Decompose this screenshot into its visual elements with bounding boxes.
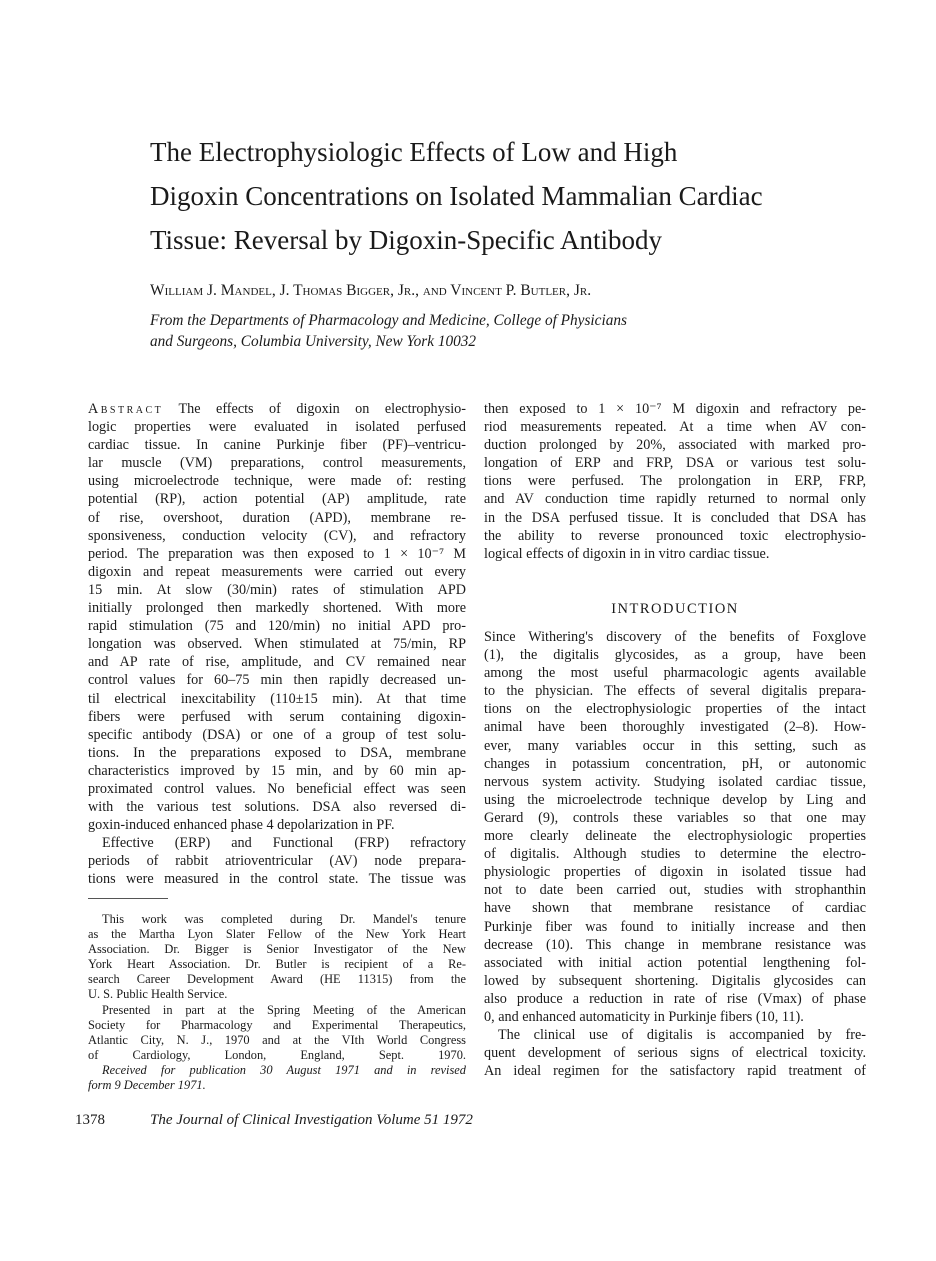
abstract-line: of rise, overshoot, duration (APD), membrane re- xyxy=(88,509,466,526)
abstract-first-line-text: The effects of digoxin on electrophysio- xyxy=(178,401,467,417)
abstract-line: cardiac tissue. In canine Purkinje fiber (PF)–ventricu- xyxy=(88,437,466,454)
abstract-line: initially prolonged then markedly shortened. With more xyxy=(88,600,466,617)
introduction-line: also produce a reduction in rate of rise (Vmax) of phase xyxy=(484,990,866,1007)
author-list: William J. Mandel, J. Thomas Bigger, Jr., and Vincent P. Butler, Jr. xyxy=(150,282,592,299)
footnote-line: This work was completed during Dr. Mandel's tenure xyxy=(102,912,466,926)
abstract-line: til electrical inexcitability (110±15 min). At that time xyxy=(88,690,466,707)
page-number: 1378 xyxy=(75,1112,105,1128)
abstract-line: fibers were perfused with serum containing digoxin- xyxy=(88,708,466,725)
footnote-line: as the Martha Lyon Slater Fellow of the New York Heart xyxy=(88,927,466,942)
received-line: form 9 December 1971. xyxy=(88,1078,206,1093)
abstract-line: in the DSA perfused tissue. It is concluded that DSA has xyxy=(484,509,866,526)
abstract-line: periods of rabbit atrioventricular (AV) node prepara- xyxy=(88,853,466,870)
introduction-line: The clinical use of digitalis is accompanied by fre- xyxy=(498,1027,866,1044)
introduction-line: associated with initial action potential lengthening fol- xyxy=(484,954,866,971)
abstract-continued-text xyxy=(484,400,866,563)
received-note xyxy=(88,1063,466,1093)
introduction-line: to the physician. The effects of several digitalis prepara- xyxy=(484,683,866,700)
abstract-line: the ability to reverse pronounced toxic electrophysio- xyxy=(484,527,866,544)
footnote-divider xyxy=(88,898,168,899)
abstract-line: then exposed to 1 × 10⁻⁷ M digoxin and refractory pe- xyxy=(484,401,866,417)
introduction-line: changes in potassium concentration, pH, or autonomic xyxy=(484,755,866,772)
introduction-line: not to date been carried out, studies with strophanthin xyxy=(484,882,866,899)
abstract-line: longation of ERP and FRP, DSA or various test solu- xyxy=(484,455,866,472)
abstract-right-column xyxy=(484,400,866,563)
title-line: Tissue: Reversal by Digoxin-Specific Antibody xyxy=(150,225,662,255)
abstract-line: riod measurements repeated. At a time when AV con- xyxy=(484,419,866,436)
footnotes xyxy=(88,912,466,1093)
abstract-line: Effective (ERP) and Functional (FRP) refractory xyxy=(102,835,466,852)
footnote-line: Association. Dr. Bigger is Senior Investigator of the New xyxy=(88,942,466,957)
abstract-text xyxy=(88,418,466,888)
page-footer xyxy=(75,1112,473,1129)
abstract-line: specific antibody (DSA) or one of a group of test solu- xyxy=(88,726,466,743)
introduction-line: Purkinje fiber was found to initially increase and then xyxy=(484,918,866,935)
introduction-line: lowed by subsequent shortening. Digitalis glycosides can xyxy=(484,972,866,989)
journal-citation: The Journal of Clinical Investigation Volume 51 1972 xyxy=(150,1112,473,1128)
abstract-line: proximated control values. No beneficial effect was seen xyxy=(88,780,466,797)
introduction-line: tions on the electrophysiologic properties of the intact xyxy=(484,701,866,718)
introduction-line: Gerard (9), controls these variables so that one may xyxy=(484,809,866,826)
footnote-line: Presented in part at the Spring Meeting of the American xyxy=(102,1002,466,1017)
abstract-line: characteristics improved by 15 min, and by 60 min ap- xyxy=(88,762,466,779)
footnote-text xyxy=(88,912,466,1063)
introduction-text xyxy=(484,628,866,1080)
abstract-line: control values for 60–75 min then rapidly decreased un- xyxy=(88,672,466,689)
introduction-line: animal have been thoroughly investigated (2–8). How- xyxy=(484,719,866,736)
affiliation-line: From the Departments of Pharmacology and Medicine, College of Physicians xyxy=(150,312,627,329)
footnote-line: U. S. Public Health Service. xyxy=(88,987,228,1002)
footnote-line: of Cardiology, London, England, Sept. 1970. xyxy=(88,1047,466,1062)
abstract-line: 15 min. At slow (30/min) rates of stimulation APD xyxy=(88,581,466,598)
footnote-line: Atlantic City, N. J., 1970 and at the VIth World Congress xyxy=(88,1032,466,1047)
affiliation xyxy=(150,310,627,352)
abstract-line: tions were perfused. The prolongation in ERP, FRP, xyxy=(484,473,866,490)
abstract-line: and AV conduction time rapidly returned to normal only xyxy=(484,491,866,508)
abstract-left-column xyxy=(88,400,466,889)
introduction-line: quent development of serious signs of electrical toxicity. xyxy=(484,1045,866,1062)
introduction-line: Since Withering's discovery of the benefits of Foxglove xyxy=(484,629,866,645)
article-title xyxy=(150,130,870,262)
abstract-line: lar muscle (VM) preparations, control measurements, xyxy=(88,455,466,472)
title-line: The Electrophysiologic Effects of Low and High xyxy=(150,137,678,167)
introduction-line: more clearly delineate the electrophysiologic properties xyxy=(484,828,866,845)
introduction-body xyxy=(484,628,866,1080)
abstract-line: logic properties were evaluated in isolated perfused xyxy=(88,419,466,436)
title-line: Digoxin Concentrations on Isolated Mammalian Cardiac xyxy=(150,181,763,211)
abstract-line: goxin-induced enhanced phase 4 depolarization in PF. xyxy=(88,817,395,834)
abstract-line: duction prolonged by 20%, associated with marked pro- xyxy=(484,437,866,454)
introduction-line: nervous system activity. Studying isolated cardiac tissue, xyxy=(484,773,866,790)
abstract-line: rapid stimulation (75 and 120/min) no initial APD pro- xyxy=(88,618,466,635)
abstract-line: period. The preparation was then exposed to 1 × 10⁻⁷ M xyxy=(88,545,466,562)
introduction-line: using the microelectrode technique develop by Ling and xyxy=(484,791,866,808)
abstract-line: and AP rate of rise, amplitude, and CV remained near xyxy=(88,654,466,671)
abstract-line: longation was observed. When stimulated at 75/min, RP xyxy=(88,636,466,653)
abstract-line: sponsiveness, conduction velocity (CV), and refractory xyxy=(88,527,466,544)
abstract-line: digoxin and repeat measurements were carried out every xyxy=(88,563,466,580)
introduction-line: physiologic properties of digoxin in isolated tissue had xyxy=(484,864,866,881)
introduction-line: (1), the digitalis glycosides, as a group, have been xyxy=(484,647,866,664)
received-line: Received for publication 30 August 1971 and in revised xyxy=(102,1062,466,1077)
abstract-line: potential (RP), action potential (AP) amplitude, rate xyxy=(88,491,466,508)
introduction-line: of digitalis. Although studies to determine the electro- xyxy=(484,846,866,863)
abstract-line: tions. In the preparations exposed to DSA, membrane xyxy=(88,744,466,761)
footnote-line: York Heart Association. Dr. Butler is recipient of a Re- xyxy=(88,957,466,972)
introduction-line: have shown that membrane resistance of cardiac xyxy=(484,900,866,917)
introduction-line: decrease (10). This change in membrane resistance was xyxy=(484,936,866,953)
introduction-line: 0, and enhanced automaticity in Purkinje fibers (10, 11). xyxy=(484,1008,804,1025)
abstract-line: with the various test solutions. DSA also reversed di- xyxy=(88,799,466,816)
abstract-first-line xyxy=(88,400,466,418)
abstract-line: tions were measured in the control state. The tissue was xyxy=(88,871,466,888)
affiliation-line: and Surgeons, Columbia University, New York 10032 xyxy=(150,333,477,350)
introduction-line: among the most useful pharmacologic agents available xyxy=(484,665,866,682)
footnote-line: search Career Development Award (HE 11315) from the xyxy=(88,972,466,987)
abstract-heading: Abstract xyxy=(88,401,164,417)
abstract-line: logical effects of digoxin in in vitro cardiac tissue. xyxy=(484,545,770,562)
abstract-line: using microelectrode technique, were made of: resting xyxy=(88,473,466,490)
introduction-line: ever, many variables occur in this setting, such as xyxy=(484,737,866,754)
footnote-line: Society for Pharmacology and Experimental Therapeutics, xyxy=(88,1017,466,1032)
introduction-line: An ideal regimen for the satisfactory rapid treatment of xyxy=(484,1063,866,1080)
introduction-heading: INTRODUCTION xyxy=(611,601,739,617)
